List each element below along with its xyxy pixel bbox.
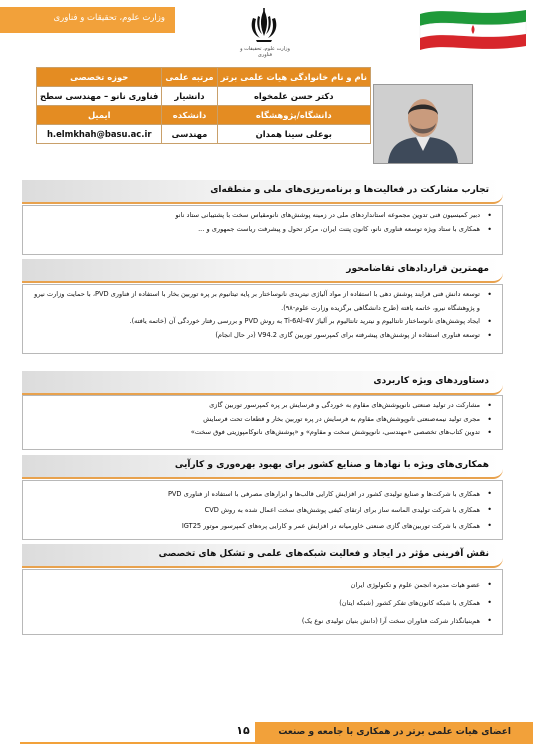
profile-field: فناوری نانو – مهندسی سطح: [37, 87, 162, 106]
ministry-label: وزارت علوم، تحقیقات و فناوری: [53, 13, 165, 23]
profile-university: بوعلی سینا همدان: [217, 125, 370, 144]
profile-rank: دانشیار: [162, 87, 217, 106]
iran-emblem-icon: [244, 6, 284, 50]
profile-table: [36, 67, 371, 144]
section-industry-cooperation-title: همکاری‌های ویژه با نهادها و صنایع کشور برای بهبود بهره‌وری و کارآیی: [22, 455, 503, 479]
section-achievements-box: [22, 395, 503, 450]
label-university: دانشگاه/پژوهشگاه: [217, 106, 370, 125]
list-item: • همکاری با شرکت توربین‌های گازی صنعتی خاورمیانه در افزایش عمر و کارایی پره‌های کمپرسور موتور IGT25: [31, 518, 480, 534]
list-item: • عضو هیات مدیره انجمن علوم و تکنولوژی ایران: [31, 576, 480, 594]
list-item: • مجری تولید نیمه‌صنعتی نانوپوشش‌های مقاوم به فرسایش در پره توربین بخار و قطعات تحت فرسایش: [31, 413, 480, 427]
page-number: ۱۵: [236, 724, 250, 737]
header-field: حوزه تخصصی: [37, 68, 162, 87]
list-item: • مشارکت در تولید صنعتی نانوپوشش‌های مقاوم به خوردگی و فرسایش بر پره کمپرسور توربین گازی: [31, 399, 480, 413]
list-item: • همکاری با شرکت‌ها و صنایع تولیدی کشور در افزایش کارایی قالب‌ها و ابزارهای مصرفی با استفاده از فناوری PVD: [31, 486, 480, 502]
person-photo-icon: [374, 85, 472, 163]
list-item: • دبیر کمیسیون فنی تدوین مجموعه استانداردهای ملی در زمینه پوشش‌های نانومقیاس سخت با پشتیبانی ستاد نانو: [31, 209, 480, 223]
footer-title: اعضای هیات علمی برتر در همکاری با جامعه و صنعت: [278, 727, 511, 737]
section-contracts-title: مهمترین قراردادهای تقاضامحور: [22, 259, 503, 283]
list-item: • توسعه دانش فنی فرایند پوشش دهی با استفاده از مواد آلیاژی نیتریدی نانوساختار بر پایه تیتانیوم بر پره توربین بخار با استفاده از فناوری PVD، با حمایت وزارت نیرو و پژوهشگاه نیرو، خاتمه یافته (طرح دانشگاهی برگزیده وزارت علوم-۹۸).: [31, 288, 480, 315]
profile-email[interactable]: h.elmkhah@basu.ac.ir: [37, 125, 162, 144]
section-contracts-box: [22, 284, 503, 354]
list-item: • هم‌بنیانگذار شرکت فناوران سخت آرا (دانش بنیان تولیدی نوع یک): [31, 612, 480, 630]
emblem-caption: وزارت علوم، تحقیقات و فناوری: [240, 46, 290, 58]
list-item: • ایجاد پوشش‌های نانوساختار تانتالیوم و نیترید تانتالیوم بر آلیاژ Ti-6Al-4V به روش PVD و بررسی رفتار خوردگی آن (خاتمه یافته).: [31, 315, 480, 329]
list-item: • تدوین کتاب‌های تخصصی «مهندسی، نانوپوشش سخت و مقاوم» و «پوشش‌های نانوکامپوزیتی فوق سخت»: [31, 426, 480, 440]
label-faculty: دانشکده: [162, 106, 217, 125]
header-ministry-banner: [0, 7, 175, 33]
footer-banner: [255, 722, 533, 744]
list-item: • همکاری با شرکت تولیدی الماسه ساز برای ارتقای کیفی پوشش‌های سخت اعمال شده به روش CVD: [31, 502, 480, 518]
profile-faculty: مهندسی: [162, 125, 217, 144]
section-national-participation-title: تجارب مشارکت در فعالیت‌ها و برنامه‌ریزی‌های ملی و منطقه‌ای: [22, 180, 503, 204]
section-national-participation-box: [22, 205, 503, 255]
footer-divider: [20, 742, 260, 744]
label-email: ایمیل: [37, 106, 162, 125]
section-networks-box: [22, 569, 503, 635]
list-item: • همکاری با شبکه کانون‌های تفکر کشور (شبکه ایتان): [31, 594, 480, 612]
header-name: نام و نام خانوادگی هیات علمی برتر: [217, 68, 370, 87]
profile-name: دکتر حسن علمخواه: [217, 87, 370, 106]
section-achievements-title: دستاوردهای ویژه کاربردی: [22, 371, 503, 395]
list-item: • همکاری با ستاد ویژه توسعه فناوری نانو، کانون پتنت ایران، مرکز تحول و پیشرفت ریاست جمهوری و ...: [31, 223, 480, 237]
header-rank: مرتبه علمی: [162, 68, 217, 87]
list-item: • توسعه فناوری استفاده از پوشش‌های پیشرفته برای کمپرسور توربین گازی V94.2 (در حال انجام): [31, 329, 480, 343]
section-networks-title: نقش آفرینی مؤثر در ایجاد و فعالیت شبکه‌های علمی و تشکل های تخصصی: [22, 544, 503, 568]
section-industry-cooperation-box: [22, 480, 503, 540]
iran-flag-icon: [416, 4, 530, 50]
profile-photo: [373, 84, 473, 164]
